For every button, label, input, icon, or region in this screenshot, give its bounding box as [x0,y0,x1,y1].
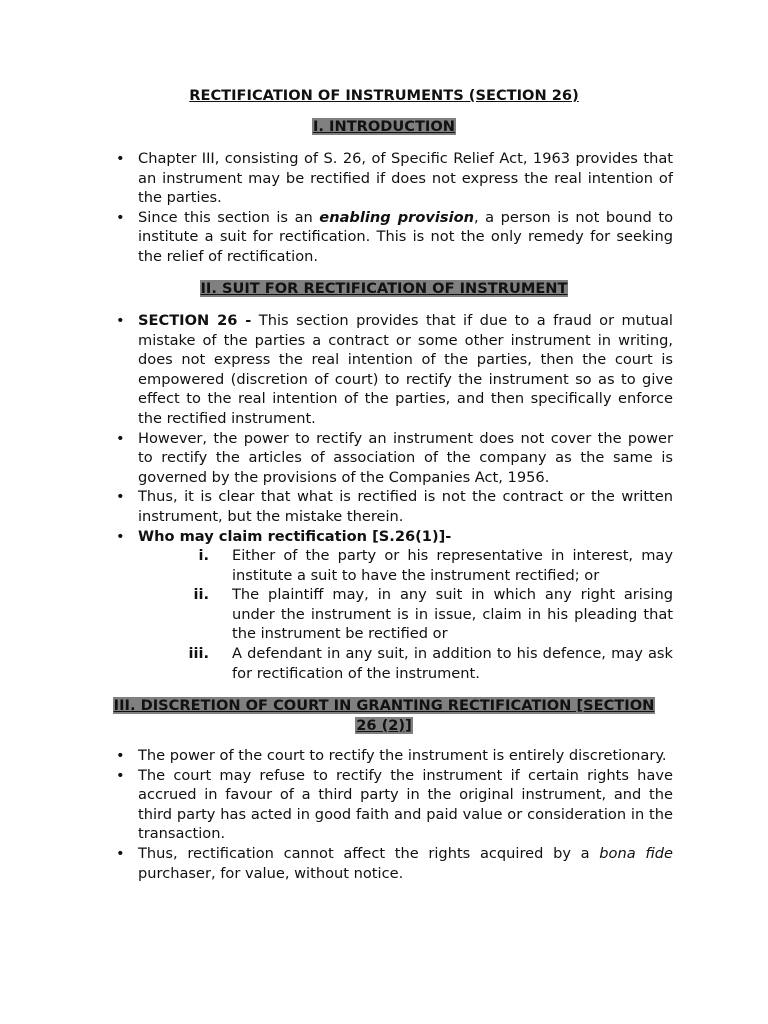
section-heading-text: II. SUIT FOR RECTIFICATION OF INSTRUMENT [200,280,568,297]
list-item [95,844,673,883]
list-item-text: The power of the court to rectify the instrument is entirely discretionary. [138,747,667,764]
list-item-text: Thus, it is clear that what is rectified is not the contract or the written instrument, but the mistake therein. [138,488,673,525]
emphasis-text: bona fide [599,844,673,862]
roman-numeral: ii. [193,586,209,604]
list-item-text: However, the power to rectify an instrument does not cover the power to rectify the articles of association of the company as the same is governed by the provisions of the Companies Act, 1956. [138,429,673,486]
list-item [95,487,673,526]
list-item [95,429,673,488]
list-item-text: Chapter III, consisting of S. 26, of Specific Relief Act, 1963 provides that an instrument may be rectified if does not express the real intention of the parties. [138,150,673,207]
section-heading-introduction [0,117,768,137]
emphasis-text: enabling provision [319,208,474,226]
list-item [95,746,673,766]
roman-list-item [137,546,673,585]
list-item-bold: Who may claim rectification [S.26(1)]- [138,527,452,545]
list-item-text: Thus, rectification cannot affect the rights acquired by a [138,844,600,862]
list-item-text: This section provides that if due to a fraud or mutual mistake of the parties a contract or some other instrument in writing, does not express the real intention of the parties, then the court is empowered (discretion of court) to rectify the instrument so as to give effect to the real intention of the parties, and then specifically enforce the rectified instrument. [138,312,673,427]
document-title: RECTIFICATION OF INSTRUMENTS (SECTION 26) [189,87,579,104]
section-heading-discretion [95,696,673,735]
roman-list [137,546,673,683]
roman-numeral: i. [198,547,209,564]
section-heading-suit [0,279,768,299]
roman-list-text: The plaintiff may, in any suit in which any right arising under the instrument is in issue, claim in his pleading that the instrument be rectified or [232,586,673,643]
section-heading-text: I. INTRODUCTION [313,118,455,135]
roman-list-item [137,644,673,683]
list-item-text: , a person is not bound to institute a suit for rectification. This is not the only remedy for seeking the relief of rectification. [138,208,673,265]
list-item [95,766,673,844]
list-item [95,149,673,208]
roman-list-item [137,585,673,644]
section-heading-text: III. DISCRETION OF COURT IN GRANTING RECTIFICATION [SECTION [113,697,655,714]
section-heading-text: 26 (2)] [356,716,412,734]
list-item-text: The court may refuse to rectify the instrument if certain rights have accrued in favour of a third party in the original instrument, and the third party has acted in good faith and paid value or consideration in the transaction. [138,766,673,843]
list-item-bold: SECTION 26 - [138,312,252,329]
introduction-list [95,149,673,267]
discretion-list [95,746,673,883]
list-item [95,208,673,267]
list-item [95,311,673,429]
list-item-text: Since this section is an [138,208,320,226]
roman-numeral: iii. [188,644,209,662]
roman-list-text: A defendant in any suit, in addition to his defence, may ask for rectification of the instrument. [232,644,673,682]
roman-list-text: Either of the party or his representative in interest, may institute a suit to have the instrument rectified; or [232,547,673,584]
suit-list [95,311,673,546]
list-item [95,527,673,547]
list-item-text: purchaser, for value, without notice. [138,864,404,882]
